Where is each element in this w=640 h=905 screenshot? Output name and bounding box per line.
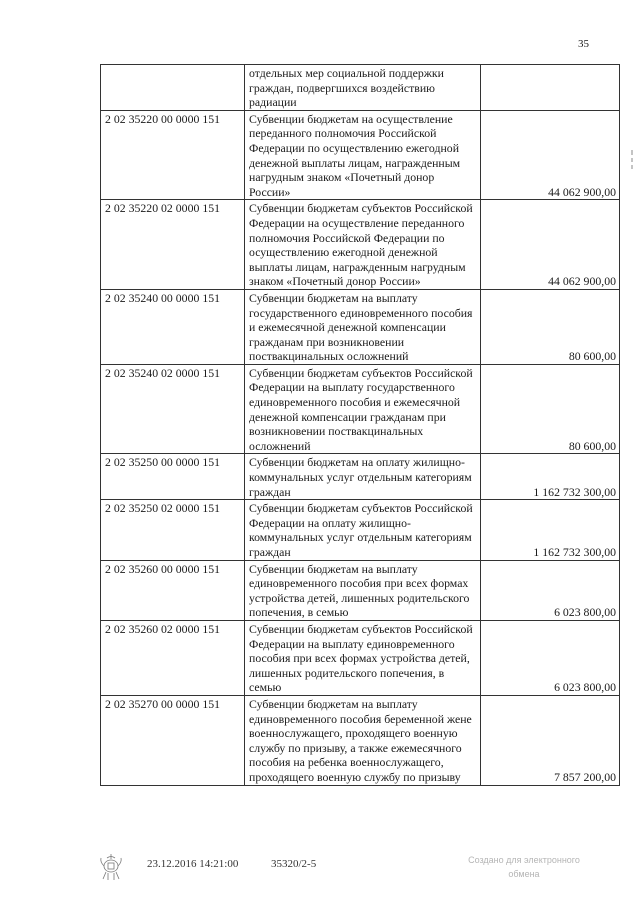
row-name: Субвенции бюджетам субъектов Российской Федерации на осуществление переданного полномочия Российской Федерации по осуществлению ежегодной денежной выплаты лицам, награжденным нагрудным знаком «Почетный донор России» — [245, 200, 481, 290]
row-name: Субвенции бюджетам на выплату единовременного пособия беременной жене военнослужащего, проходящего военную службу по призыву, а также ежемесячного пособия на ребенка военнослужащего, проходящего военную службу по призыву — [245, 695, 481, 785]
row-amount: 44 062 900,00 — [481, 110, 620, 200]
table-row — [101, 364, 620, 454]
table-row — [101, 65, 620, 111]
row-code: 2 02 35260 02 0000 151 — [101, 620, 245, 695]
budget-table-body — [101, 65, 620, 786]
watermark-line-1: Создано для электронного — [468, 855, 580, 865]
row-amount: 80 600,00 — [481, 364, 620, 454]
footer-doc-id: 35320/2-5 — [271, 858, 317, 870]
row-amount: 80 600,00 — [481, 289, 620, 364]
row-code: 2 02 35220 02 0000 151 — [101, 200, 245, 290]
row-name: Субвенции бюджетам субъектов Российской Федерации на выплату государственного единовременного пособия и ежемесячной денежной компенсации гражданам при возникновении поствакцинальных осложнений — [245, 364, 481, 454]
table-row — [101, 289, 620, 364]
row-code: 2 02 35250 02 0000 151 — [101, 500, 245, 560]
row-amount: 6 023 800,00 — [481, 620, 620, 695]
row-amount: 1 162 732 300,00 — [481, 500, 620, 560]
row-code: 2 02 35240 00 0000 151 — [101, 289, 245, 364]
row-amount: 1 162 732 300,00 — [481, 454, 620, 500]
table-row — [101, 110, 620, 200]
margin-marks — [630, 150, 636, 170]
row-amount — [481, 65, 620, 111]
row-code: 2 02 35220 00 0000 151 — [101, 110, 245, 200]
row-amount: 44 062 900,00 — [481, 200, 620, 290]
row-name: отдельных мер социальной поддержки граждан, подвергшихся воздействию радиации — [245, 65, 481, 111]
row-code: 2 02 35240 02 0000 151 — [101, 364, 245, 454]
row-name: Субвенции бюджетам на осуществление переданного полномочия Российской Федерации по осуществлению ежегодной денежной выплаты лицам, награжденным нагрудным знаком «Почетный донор России» — [245, 110, 481, 200]
table-row — [101, 500, 620, 560]
row-code — [101, 65, 245, 111]
watermark-line-2: обмена — [508, 869, 540, 879]
row-amount: 6 023 800,00 — [481, 560, 620, 620]
table-row — [101, 454, 620, 500]
budget-table — [100, 64, 620, 786]
row-amount: 7 857 200,00 — [481, 695, 620, 785]
row-name: Субвенции бюджетам субъектов Российской Федерации на выплату единовременного пособия при всех формах устройства детей, лишенных родительского попечения, в семью — [245, 620, 481, 695]
row-code: 2 02 35270 00 0000 151 — [101, 695, 245, 785]
row-name: Субвенции бюджетам на оплату жилищно-коммунальных услуг отдельным категориям граждан — [245, 454, 481, 500]
table-row — [101, 695, 620, 785]
row-code: 2 02 35250 00 0000 151 — [101, 454, 245, 500]
electronic-copy-watermark — [444, 852, 604, 882]
table-row — [101, 200, 620, 290]
row-code: 2 02 35260 00 0000 151 — [101, 560, 245, 620]
page-number: 35 — [578, 38, 589, 50]
table-row — [101, 620, 620, 695]
footer-timestamp: 23.12.2016 14:21:00 — [147, 858, 239, 870]
row-name: Субвенции бюджетам на выплату государственного единовременного пособия и ежемесячной денежной компенсации гражданам при возникновении поствакцинальных осложнений — [245, 289, 481, 364]
table-row — [101, 560, 620, 620]
row-name: Субвенции бюджетам субъектов Российской Федерации на оплату жилищно-коммунальных услуг отдельным категориям граждан — [245, 500, 481, 560]
emblem-icon — [98, 852, 124, 882]
row-name: Субвенции бюджетам на выплату единовременного пособия при всех формах устройства детей, лишенных родительского попечения, в семью — [245, 560, 481, 620]
